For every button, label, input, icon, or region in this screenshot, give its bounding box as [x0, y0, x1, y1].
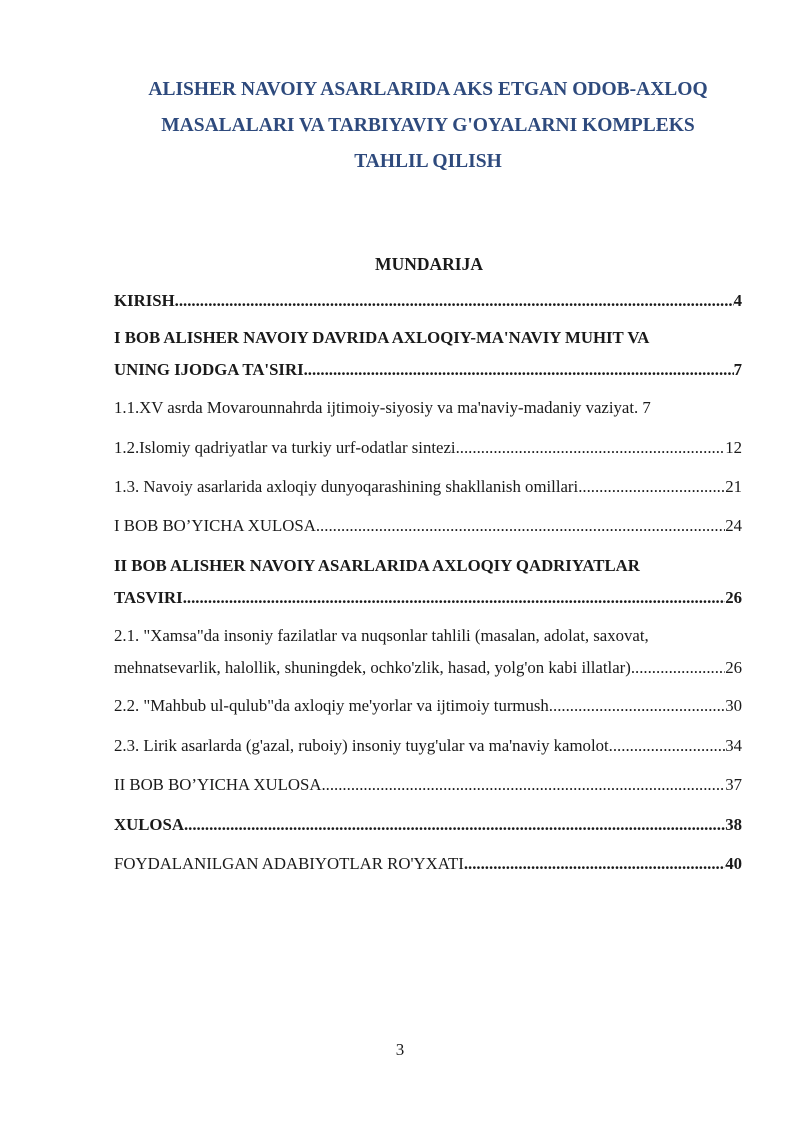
toc-entry-text: KIRISH: [114, 291, 175, 310]
toc-entry[interactable]: [114, 730, 742, 762]
toc-entry-line: [114, 769, 742, 801]
toc-entry-text: 1.1.XV asrda Movarounnahrda ijtimoiy-siyosiy va ma'naviy-madaniy vaziyat. 7: [114, 398, 651, 417]
toc-entry[interactable]: [114, 392, 742, 424]
toc-leader-dots: [464, 848, 725, 880]
toc-leader-dots: [316, 510, 725, 542]
toc-entry-text: UNING IJODGA TA'SIRI: [114, 360, 304, 379]
toc-entry-text: II BOB ALISHER NAVOIY ASARLARIDA AXLOQIY QADRIYATLAR: [114, 556, 640, 575]
toc-entry-line: [114, 510, 742, 542]
toc-page-number: 40: [725, 854, 742, 873]
toc-entry-line: [114, 285, 742, 317]
toc-entry-text: 2.3. Lirik asarlarda (g'azal, ruboiy) insoniy tuyg'ular va ma'naviy kamolot: [114, 736, 609, 755]
toc-entry[interactable]: [114, 809, 742, 841]
toc-entry-text: 2.1. "Xamsa"da insoniy fazilatlar va nuqsonlar tahlili (masalan, adolat, saxovat,: [114, 626, 649, 645]
toc-entry[interactable]: [114, 848, 742, 880]
toc-entry[interactable]: [114, 471, 742, 503]
toc-entry-line: [114, 471, 742, 503]
toc-entry[interactable]: [114, 620, 742, 684]
toc-entry-line: [114, 582, 742, 614]
toc-page-number: 38: [725, 815, 742, 834]
toc-entry[interactable]: [114, 322, 742, 386]
toc-entry-line: [114, 354, 742, 386]
toc-page-number: 12: [725, 438, 742, 457]
toc-leader-dots: [183, 582, 726, 614]
toc-leader-dots: [184, 809, 725, 841]
toc-page-number: 26: [725, 658, 742, 677]
toc-leader-dots: [304, 354, 734, 386]
toc-entry-text: mehnatsevarlik, halollik, shuningdek, ochko'zlik, hasad, yolg'on kabi illatlar): [114, 658, 631, 677]
toc-page-number: 4: [733, 291, 742, 310]
toc-leader-dots: [631, 652, 725, 684]
toc-entry[interactable]: [114, 769, 742, 801]
toc-leader-dots: [321, 769, 725, 801]
document-title: [110, 72, 746, 180]
title-line-1: ALISHER NAVOIY ASARLARIDA AKS ETGAN ODOB-AXLOQ: [148, 79, 708, 100]
title-line-2: MASALALARI VA TARBIYAVIY G'OYALARNI KOMPLEKS: [161, 115, 695, 136]
toc-page-number: 7: [733, 360, 742, 379]
toc-page-number: 30: [725, 696, 742, 715]
toc-leader-dots: [609, 730, 726, 762]
toc-entry-text: 1.2.Islomiy qadriyatlar va turkiy urf-odatlar sintezi: [114, 438, 456, 457]
toc-entry-line: [114, 730, 742, 762]
toc-entry-text: XULOSA: [114, 815, 184, 834]
toc-entry-text: TASVIRI: [114, 588, 183, 607]
toc-entry-line: [114, 690, 742, 722]
toc-page-number: 26: [725, 588, 742, 607]
toc-entry[interactable]: [114, 690, 742, 722]
toc-page-number: 21: [725, 477, 742, 496]
toc-entry[interactable]: [114, 510, 742, 542]
toc-page-number: 34: [725, 736, 742, 755]
toc-entry-line: [114, 809, 742, 841]
toc-entry-line: [114, 432, 742, 464]
toc-entry-line: [114, 652, 742, 684]
toc-leader-dots: [456, 432, 726, 464]
toc-entry-text: FOYDALANILGAN ADABIYOTLAR RO'YXATI: [114, 854, 464, 873]
toc-entry-text: I BOB ALISHER NAVOIY DAVRIDA AXLOQIY-MA'NAVIY MUHIT VA: [114, 328, 650, 347]
toc-leader-dots: [549, 690, 725, 722]
toc-entry[interactable]: [114, 285, 742, 317]
toc-leader-dots: [175, 285, 734, 317]
toc-page-number: 24: [725, 516, 742, 535]
toc-page-number: 37: [725, 775, 742, 794]
toc-entry-line: [114, 848, 742, 880]
toc-leader-dots: [578, 471, 725, 503]
toc-entry-text: I BOB BO’YICHA XULOSA: [114, 516, 316, 535]
toc-heading: MUNDARIJA: [375, 254, 483, 274]
toc-entry-text: 2.2. "Mahbub ul-qulub"da axloqiy me'yorlar va ijtimoiy turmush: [114, 696, 549, 715]
toc-entry-text: II BOB BO’YICHA XULOSA: [114, 775, 322, 794]
toc-entry-text: 1.3. Navoiy asarlarida axloqiy dunyoqarashining shakllanish omillari: [114, 477, 579, 496]
toc-entry[interactable]: [114, 550, 742, 614]
page-number: 3: [395, 1040, 405, 1059]
toc-entry[interactable]: [114, 432, 742, 464]
title-line-3: TAHLIL QILISH: [354, 151, 502, 172]
